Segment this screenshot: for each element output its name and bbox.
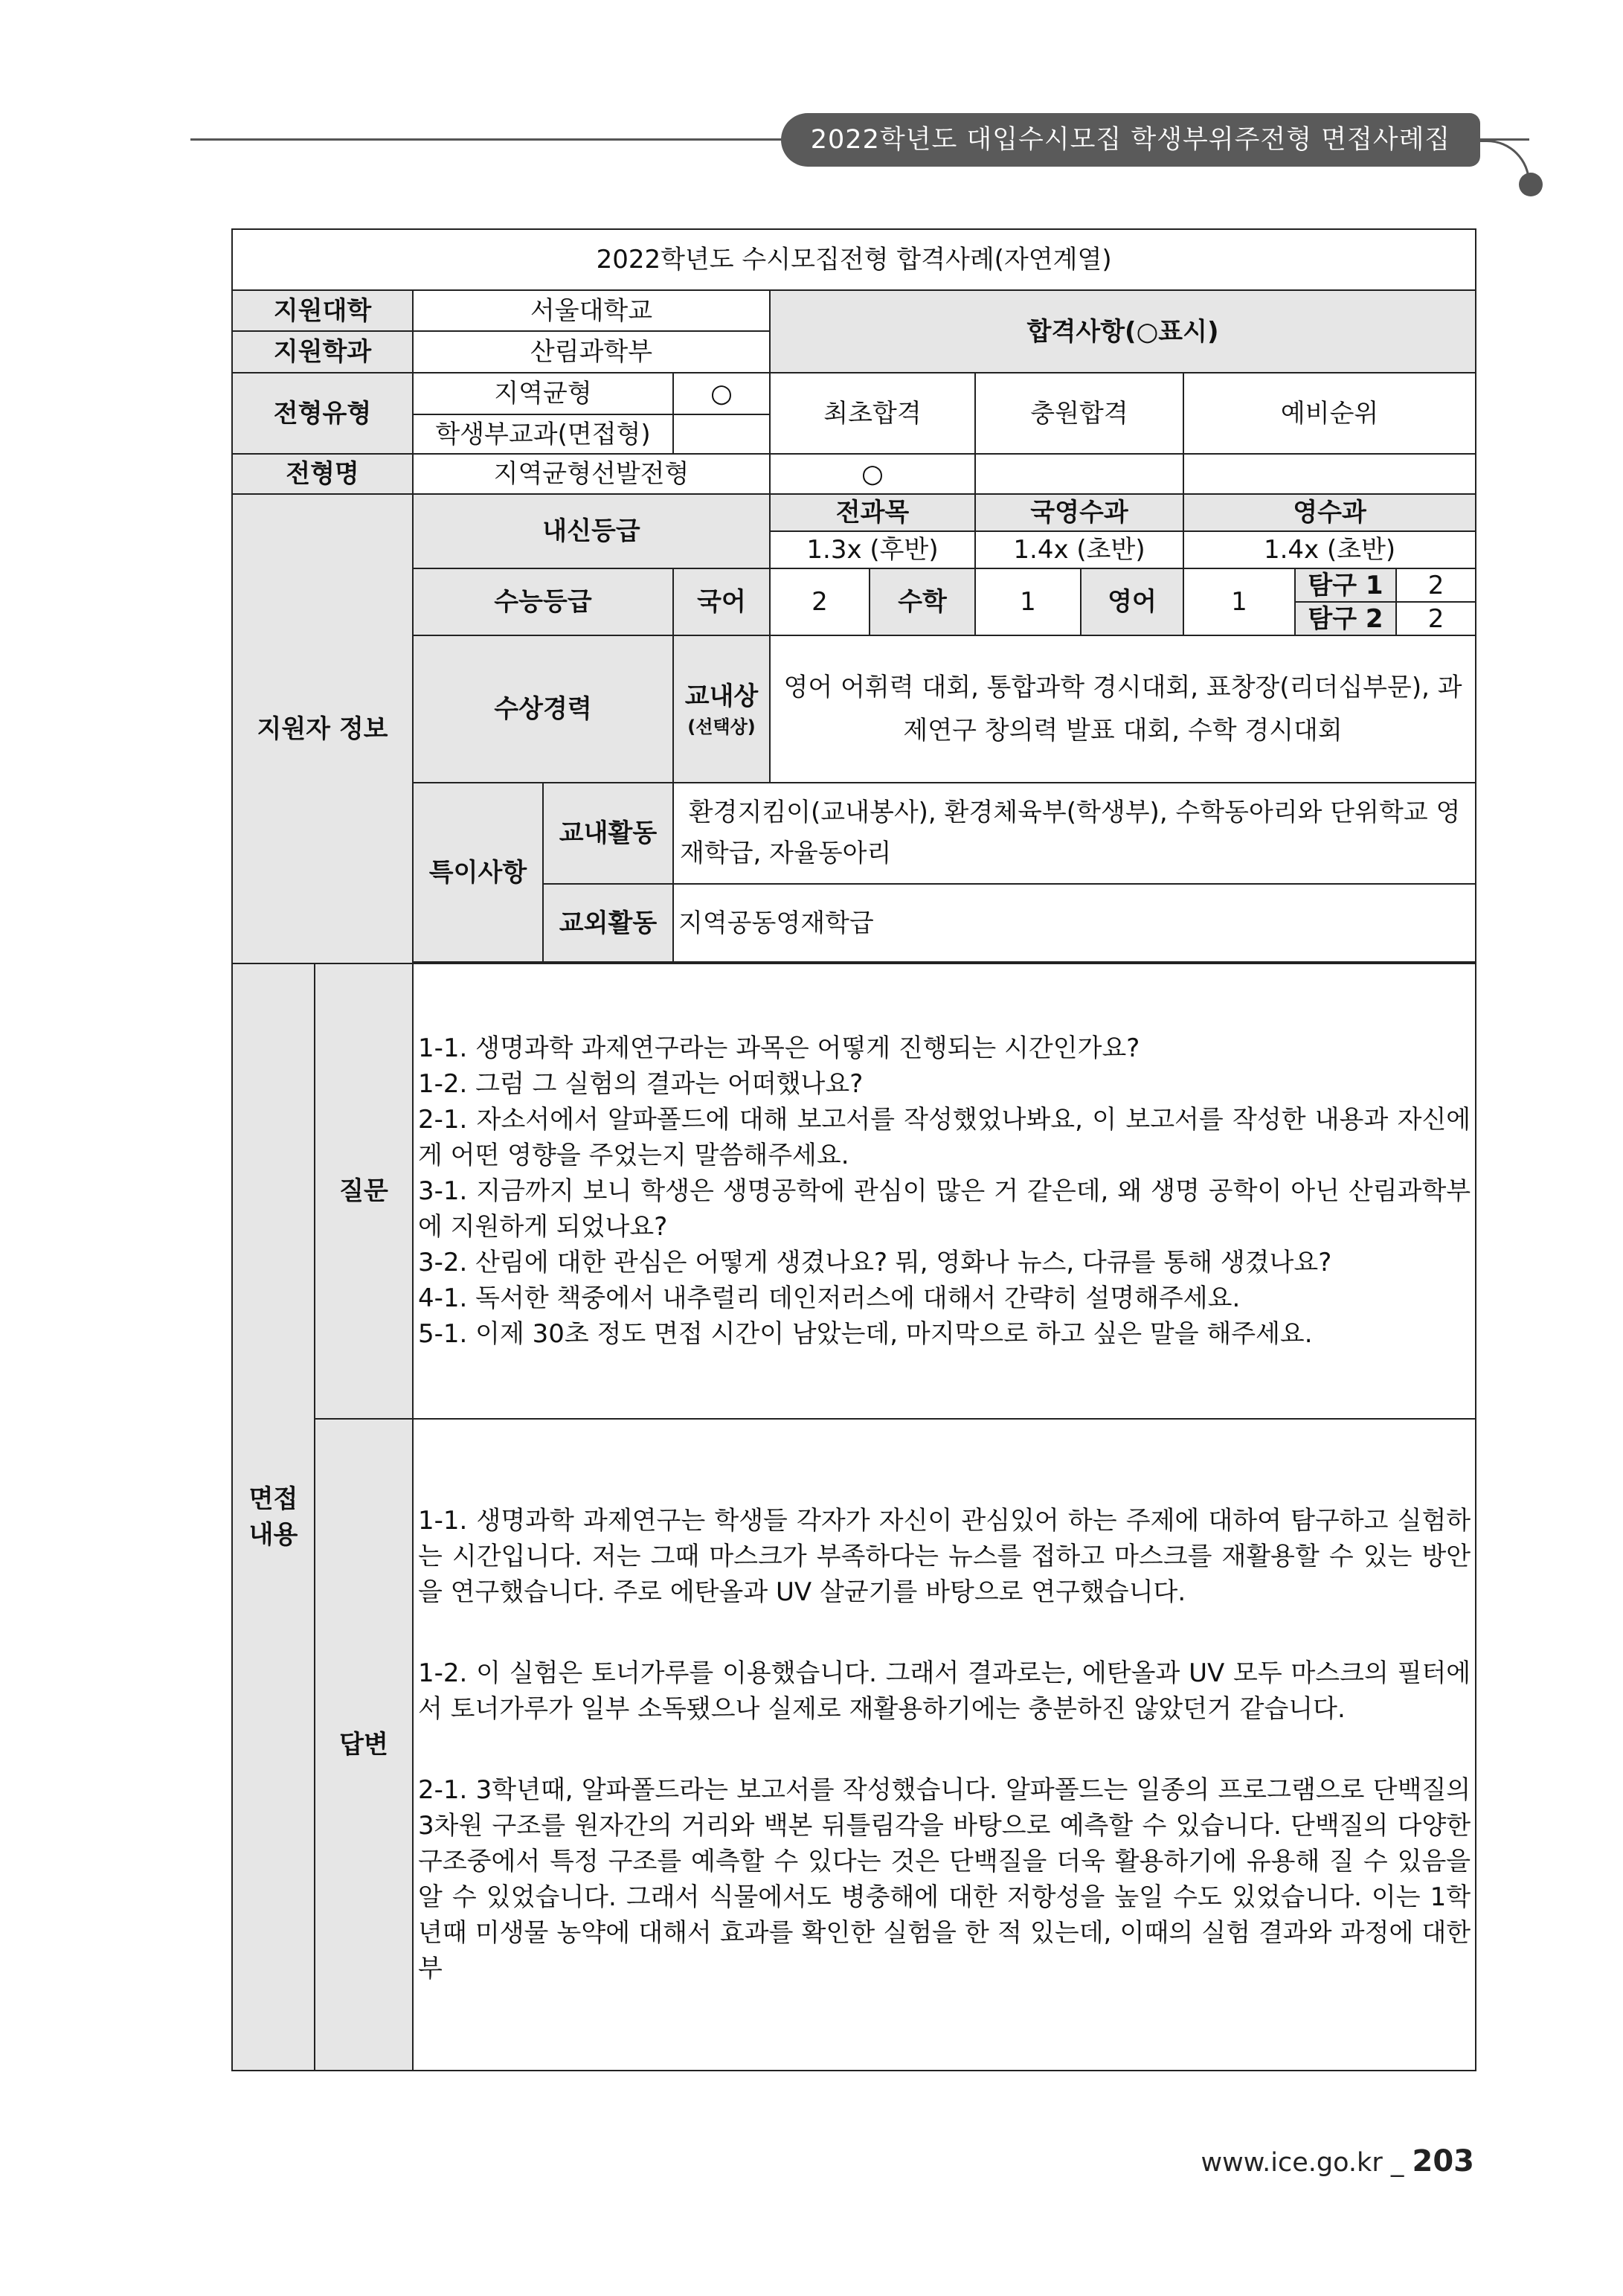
type2-value: 학생부교과(면접형) [413, 414, 673, 454]
question-item: 3-1. 지금까지 보니 학생은 생명공학에 관심이 많은 거 같은데, 왜 생명 공학이 아닌 산림과학부에 지원하게 되었나요? [418, 1176, 1471, 1242]
page-footer [1201, 2144, 1475, 2178]
univ-value: 서울대학교 [413, 290, 770, 331]
inquiry2-label: 탐구 2 [1295, 602, 1396, 635]
answers-cell [413, 1419, 1476, 2071]
result-mark-additional [975, 454, 1183, 494]
applicant-info-label: 지원자 정보 [232, 494, 413, 963]
gpa-label: 내신등급 [413, 494, 770, 568]
gpa-val-all: 1.3x (후반) [770, 531, 975, 568]
questions-cell [413, 963, 1476, 1419]
result-mark-waitlist [1183, 454, 1476, 494]
type-label: 전형유형 [232, 373, 413, 454]
question-item: 5-1. 이제 30초 정도 면접 시간이 남았는데, 마지막으로 하고 싶은 말을 해주세요. [418, 1319, 1313, 1349]
korean-label: 국어 [673, 568, 770, 635]
csat-label: 수능등급 [413, 568, 673, 635]
dept-label: 지원학과 [232, 331, 413, 373]
math-label: 수학 [870, 568, 975, 635]
answer-item: 1-2. 이 실험은 토너가루를 이용했습니다. 그래서 결과로는, 에탄올과 UV 모두 마스크의 필터에서 토너가루가 일부 소독됐으나 실제로 재활용하기에는 충분하진 않았던거 같습니다. [418, 1658, 1471, 1724]
univ-label: 지원대학 [232, 290, 413, 331]
question-item: 2-1. 자소서에서 알파폴드에 대해 보고서를 작성했었나봐요, 이 보고서를 작성한 내용과 자신에게 어떤 영향을 주었는지 말씀해주세요. [418, 1105, 1471, 1170]
name-value: 지역균형선발전형 [413, 454, 770, 494]
question-item: 3-2. 산림에 대한 관심은 어떻게 생겼나요? 뭐, 영화나 뉴스, 다큐를 통해 생겼나요? [418, 1248, 1332, 1277]
running-header: 2022학년도 대입수시모집 학생부위주전형 면접사례집 [781, 113, 1480, 167]
in-school-text: 환경지킴이(교내봉사), 환경체육부(학생부), 수학동아리와 단위학교 영재학급, 자율동아리 [673, 783, 1476, 884]
in-school-label: 교내활동 [543, 783, 673, 884]
english-label: 영어 [1081, 568, 1183, 635]
english-grade: 1 [1183, 568, 1295, 635]
award-sub-title: 교내상 [684, 682, 759, 711]
question-item: 1-2. 그럼 그 실험의 결과는 어떠했나요? [418, 1069, 864, 1099]
gpa-col-kems: 국영수과 [975, 494, 1183, 531]
question-label: 질문 [315, 963, 413, 1419]
result-mark-first: ○ [770, 454, 975, 494]
result-col-additional: 충원합격 [975, 373, 1183, 454]
dept-value: 산림과학부 [413, 331, 770, 373]
special-label: 특이사항 [413, 783, 543, 962]
type2-mark [673, 414, 770, 454]
result-col-first: 최초합격 [770, 373, 975, 454]
inquiry1-label: 탐구 1 [1295, 568, 1396, 602]
answer-label: 답변 [315, 1419, 413, 2071]
gpa-col-all: 전과목 [770, 494, 975, 531]
gpa-col-ems: 영수과 [1183, 494, 1476, 531]
name-label: 전형명 [232, 454, 413, 494]
answer-item: 2-1. 3학년때, 알파폴드라는 보고서를 작성했습니다. 알파폴드는 일종의 프로그램으로 단백질의 3차원 구조를 원자간의 거리와 백본 뒤틀림각을 바탕으로 예측할 수 있습니다. 단백질의 다양한 구조중에서 특정 구조를 예측할 수 있다는 것은 단백질을 더욱 활용하기에 유용해 질 수 있음을 알 수 있었습니다. 그래서 식물에서도 병충해에 대한 저항성을 높일 수도 있었습니다. 이는 1학년때 미생물 농약에 대해서 효과를 확인한 실험을 한 적 있는데, 이때의 실험 결과와 과정에 대한 부 [418, 1775, 1471, 1984]
answer-item: 1-1. 생명과학 과제연구는 학생들 각자가 자신이 관심있어 하는 주제에 대하여 탐구하고 실험하는 시간입니다. 저는 그때 마스크가 부족하다는 뉴스를 접하고 마스크를 재활용할 수 있는 방안을 연구했습니다. 주로 에탄올과 UV 살균기를 바탕으로 연구했습니다. [418, 1506, 1471, 1607]
header-dot [1519, 173, 1543, 196]
inquiry2-grade: 2 [1396, 602, 1476, 635]
result-col-waitlist: 예비순위 [1183, 373, 1476, 454]
gpa-val-kems: 1.4x (초반) [975, 531, 1183, 568]
doc-title: 2022학년도 수시모집전형 합격사례(자연계열) [232, 229, 1476, 290]
type1-mark: ○ [673, 373, 770, 414]
award-sub-label [673, 635, 770, 783]
question-item: 4-1. 독서한 책중에서 내추럴리 데인저러스에 대해서 간략히 설명해주세요. [418, 1283, 1241, 1313]
type1-value: 지역균형 [413, 373, 673, 414]
korean-grade: 2 [770, 568, 870, 635]
interview-label: 면접 내용 [232, 963, 315, 2071]
award-sub-note: (선택상) [687, 716, 756, 737]
math-grade: 1 [975, 568, 1081, 635]
inquiry1-grade: 2 [1396, 568, 1476, 602]
out-school-text: 지역공동영재학급 [673, 884, 1476, 962]
footer-site: www.ice.go.kr [1201, 2148, 1383, 2178]
case-table [231, 228, 1476, 2071]
page-number: 203 [1412, 2144, 1474, 2178]
question-item: 1-1. 생명과학 과제연구라는 과목은 어떻게 진행되는 시간인가요? [418, 1033, 1140, 1063]
award-label: 수상경력 [413, 635, 673, 783]
out-school-label: 교외활동 [543, 884, 673, 962]
gpa-val-ems: 1.4x (초반) [1183, 531, 1476, 568]
award-text: 영어 어휘력 대회, 통합과학 경시대회, 표창장(리더십부문), 과제연구 창의력 발표 대회, 수학 경시대회 [770, 635, 1476, 783]
result-header: 합격사항(○표시) [770, 290, 1476, 373]
footer-separator: _ [1390, 2148, 1404, 2178]
